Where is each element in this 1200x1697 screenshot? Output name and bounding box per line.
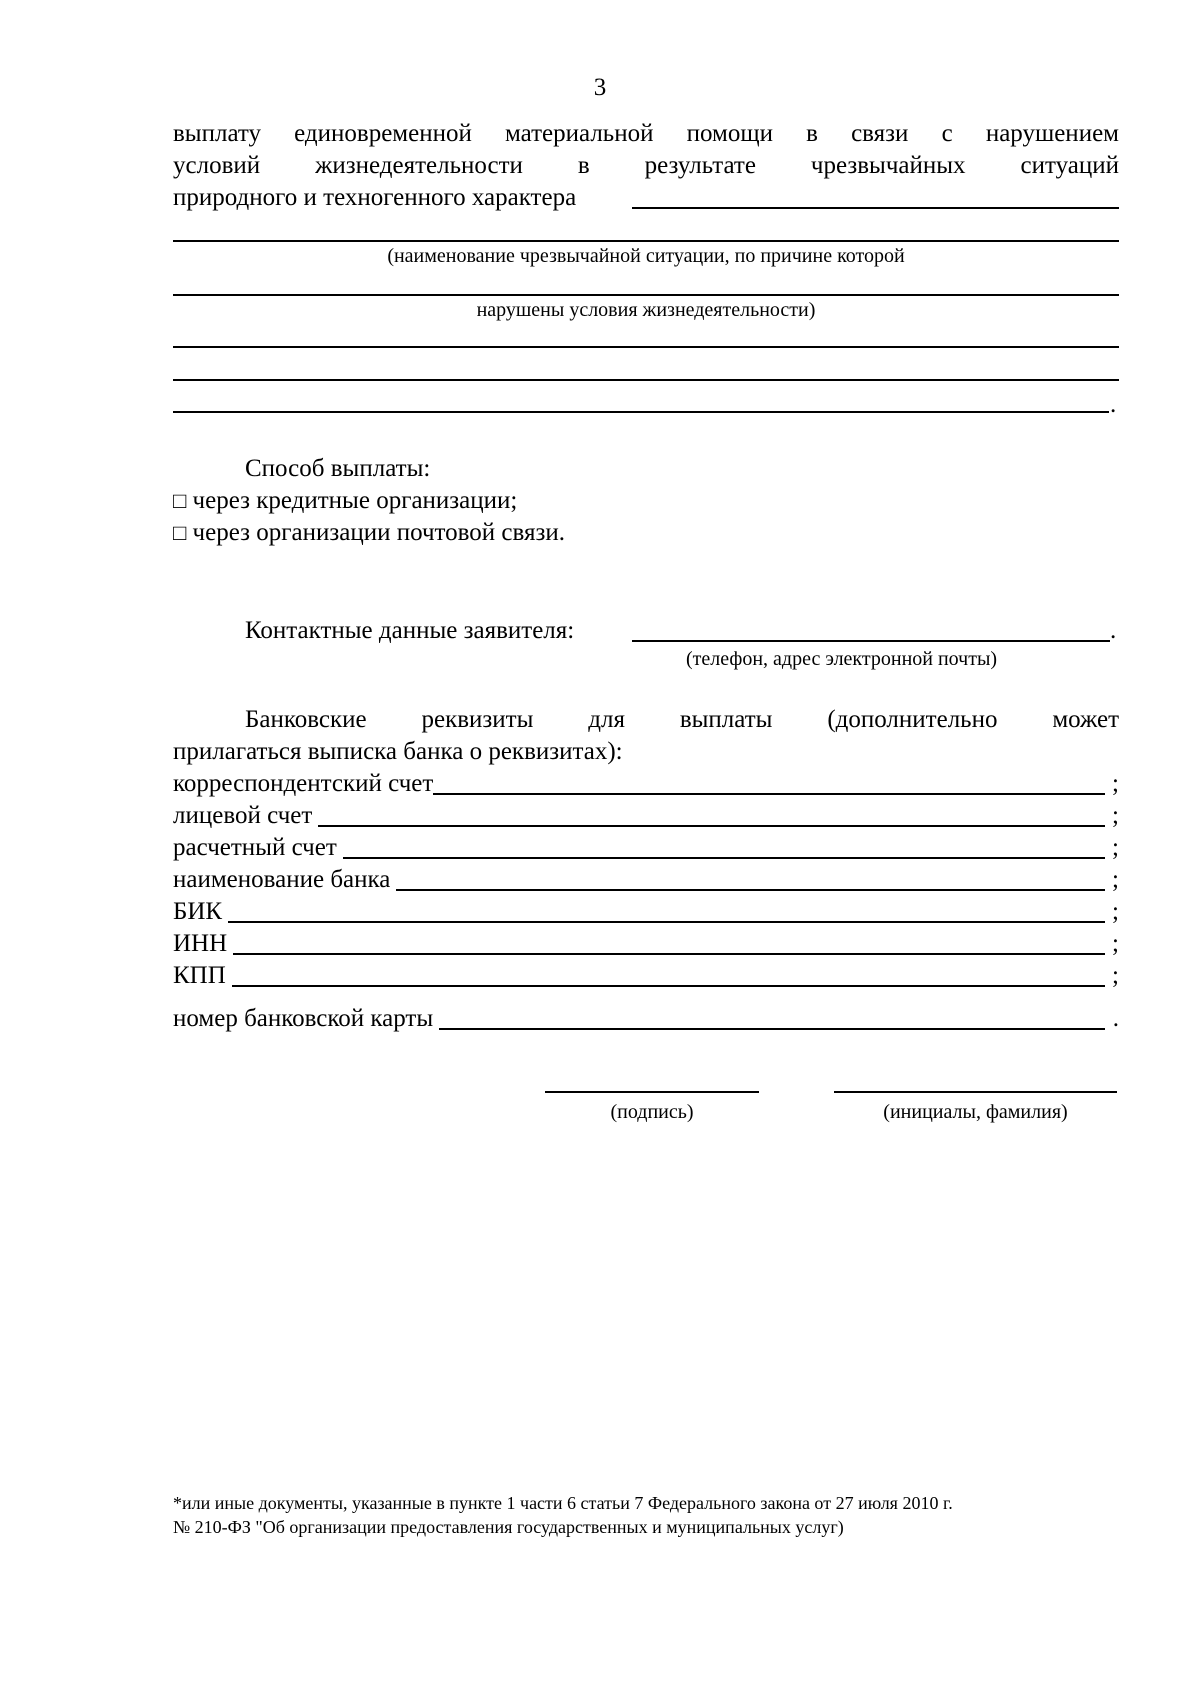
payment-option-post-label: через организации почтовой связи. [192, 519, 565, 546]
intro-line-2: условий жизнедеятельности в результате чрезвычайных ситуаций [173, 152, 1119, 179]
situation-field-line-2[interactable] [173, 294, 1119, 296]
situation-hint-2: нарушены условия жизнедеятельности) [476, 299, 816, 321]
intro-line-1: выплату единовременной материальной помощи в связи с нарушением [173, 120, 1119, 147]
bank-field-bik[interactable] [173, 896, 1119, 927]
field-line[interactable] [343, 835, 1105, 859]
bank-field-card-number[interactable] [173, 1003, 1119, 1034]
field-label: ИНН [173, 930, 228, 957]
name-field-line[interactable] [834, 1091, 1117, 1093]
contact-label: Контактные данные заявителя: [245, 617, 575, 644]
field-line[interactable] [228, 899, 1105, 923]
field-label: расчетный счет [173, 834, 337, 861]
field-end: ; [1112, 930, 1119, 957]
field-line[interactable] [233, 931, 1105, 955]
page-number: 3 [593, 74, 607, 101]
situation-period: . [1110, 391, 1117, 418]
field-end: . [1112, 1005, 1119, 1032]
field-label: номер банковской карты [173, 1005, 434, 1032]
field-line[interactable] [439, 1006, 1105, 1030]
bank-field-personal-account[interactable] [173, 800, 1119, 831]
contact-field-line[interactable] [632, 640, 1110, 642]
payment-option-bank-label: через кредитные организации; [192, 487, 518, 514]
intro-line-3: природного и техногенного характера [173, 184, 577, 211]
payment-option-bank[interactable] [173, 485, 517, 516]
signature-hint: (подпись) [610, 1101, 694, 1123]
field-end: ; [1112, 770, 1119, 797]
bank-field-inn[interactable] [173, 928, 1119, 959]
field-label: корреспондентский счет [173, 770, 434, 797]
name-hint: (инициалы, фамилия) [883, 1101, 1068, 1123]
payment-title: Способ выплаты: [245, 455, 431, 482]
bank-intro-line-1: Банковские реквизиты для выплаты (дополнительно может [245, 706, 1119, 733]
field-end: ; [1112, 802, 1119, 829]
situation-field-line-1[interactable] [173, 240, 1119, 242]
situation-hint-1: (наименование чрезвычайной ситуации, по причине которой [387, 245, 905, 267]
contact-period: . [1110, 617, 1117, 644]
bank-field-corr-account[interactable] [173, 768, 1119, 799]
checkbox-icon[interactable]: □ [173, 488, 187, 513]
footnote-line-1: *или иные документы, указанные в пункте 1 части 6 статьи 7 Федерального закона от 27 июля 2010 г. [173, 1493, 953, 1513]
field-label: наименование банка [173, 866, 391, 893]
field-label: лицевой счет [173, 802, 313, 829]
bank-field-kpp[interactable] [173, 960, 1119, 991]
footnote-line-2: № 210-ФЗ "Об организации предоставления государственных и муниципальных услуг) [173, 1517, 844, 1537]
field-line[interactable] [433, 771, 1105, 795]
field-label: КПП [173, 962, 226, 989]
field-line[interactable] [318, 803, 1105, 827]
field-line[interactable] [232, 963, 1105, 987]
situation-field-line-4[interactable] [173, 379, 1119, 381]
field-label: БИК [173, 898, 223, 925]
situation-field-line-3[interactable] [173, 346, 1119, 348]
field-end: ; [1112, 898, 1119, 925]
situation-field-line-0[interactable] [632, 207, 1119, 209]
contact-hint: (телефон, адрес электронной почты) [686, 648, 998, 670]
field-line[interactable] [396, 867, 1105, 891]
bank-intro-line-2: прилагаться выписка банка о реквизитах): [173, 738, 623, 765]
field-end: ; [1112, 962, 1119, 989]
field-end: ; [1112, 866, 1119, 893]
field-end: ; [1112, 834, 1119, 861]
situation-field-line-5[interactable] [173, 411, 1109, 413]
bank-field-bank-name[interactable] [173, 864, 1119, 895]
payment-option-post[interactable] [173, 517, 565, 548]
signature-field-line[interactable] [545, 1091, 759, 1093]
bank-field-settlement-account[interactable] [173, 832, 1119, 863]
checkbox-icon[interactable]: □ [173, 520, 187, 545]
